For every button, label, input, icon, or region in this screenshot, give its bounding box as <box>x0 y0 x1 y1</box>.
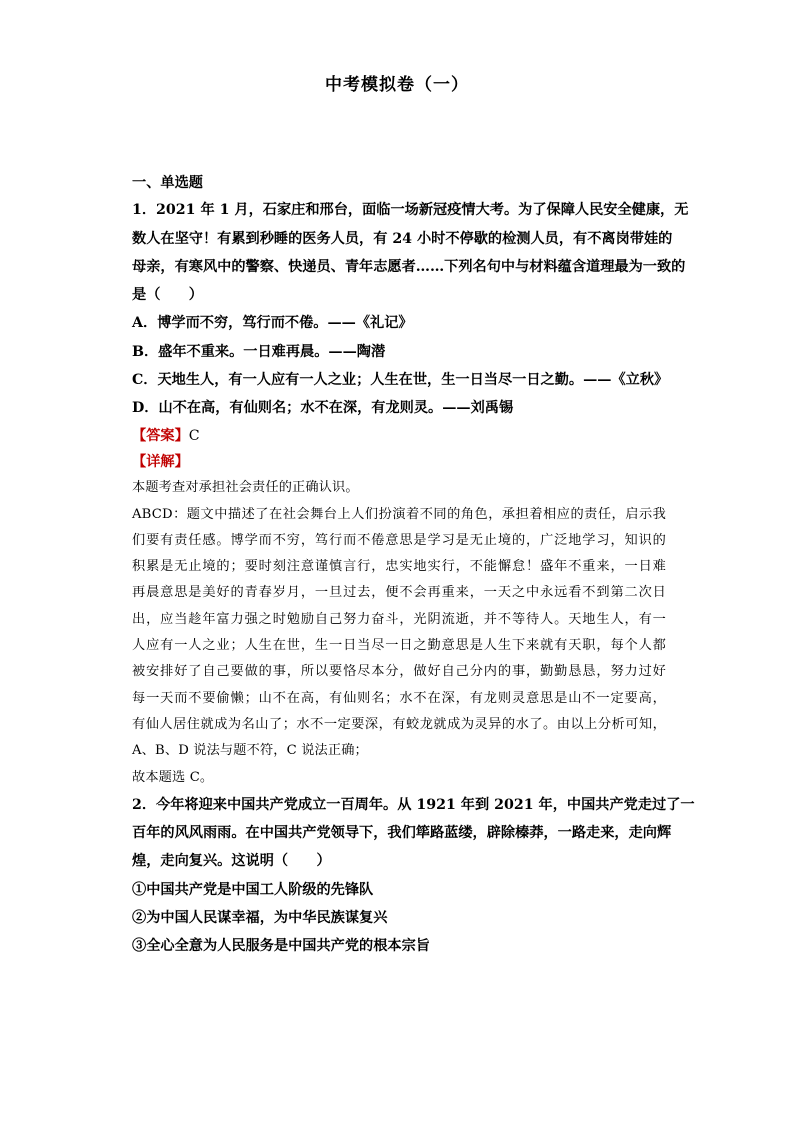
q1-explanation-line-12: 故本题选 C。 <box>132 769 214 785</box>
q1-option-a: A．博学而不穷，笃行而不倦。——《礼记》 <box>132 315 413 332</box>
q2-statement-1: ①中国共产党是中国工人阶级的先锋队 <box>132 881 374 898</box>
q1-option-d: D．山不在高，有仙则名；水不在深，有龙则灵。——刘禹锡 <box>132 400 514 417</box>
q1-explanation-line-5: 再晨意思是美好的青春岁月，一旦过去，便不会再重来，一天之中永远看不到第二次日 <box>132 585 666 601</box>
q1-explanation-line-7: 人应有一人之业；人生在世，生一日当尽一日之勤意思是人生下来就有天职，每个人都 <box>132 638 666 654</box>
q1-stem-line-1: 1．2021 年 1 月，石家庄和邢台，面临一场新冠疫情大考。为了保障人民安全健康，无 <box>132 202 689 219</box>
q1-explanation-line-4: 积累是无止境的；要时刻注意谨慎言行，忠实地实行，不能懈怠！盛年不重来，一日难 <box>132 559 666 575</box>
q1-option-b: B．盛年不重来。一日难再晨。——陶潜 <box>132 343 386 360</box>
answer-tag: 【答案】 <box>132 427 189 444</box>
explain-tag: 【详解】 <box>132 453 189 470</box>
q2-stem-line-2: 百年的风风雨雨。在中国共产党领导下，我们筚路蓝缕，辟除榛莽，一路走来，走向辉 <box>132 825 672 842</box>
q2-stem-line-3: 煌，走向复兴。这说明（ ） <box>132 853 331 870</box>
page-title: 中考模拟卷（一） <box>325 75 469 95</box>
document-body <box>132 170 695 961</box>
q1-explanation-line-10: 有仙人居住就成为名山了；水不一定要深，有蛟龙就成为灵异的水了。由以上分析可知， <box>132 716 666 732</box>
q1-stem-line-2: 数人在坚守！有累到秒睡的医务人员，有 24 小时不停歇的检测人员，有不离岗带娃的 <box>132 230 673 247</box>
q2-stem-line-1: 2．今年将迎来中国共产党成立一百周年。从 1921 年到 2021 年，中国共产党走过了一 <box>132 796 695 813</box>
q1-answer <box>132 423 666 449</box>
section-heading: 一、单选题 <box>132 175 203 191</box>
q1-stem-line-3: 母亲，有寒风中的警察、快递员、青年志愿者……下列名句中与材料蕴含道理最为一致的 <box>132 258 686 275</box>
q2-statement-3: ③全心全意为人民服务是中国共产党的根本宗旨 <box>132 938 430 955</box>
q1-explanation-line-1: 本题考查对承担社会责任的正确认识。 <box>132 480 359 496</box>
q1-explanation-line-6: 出，应当趁年富力强之时勉励自己努力奋斗，光阴流逝，并不等待人。天地生人，有一 <box>132 611 666 627</box>
q1-explanation-line-9: 每一天而不要偷懒；山不在高，有仙则名；水不在深，有龙则灵意思是山不一定要高， <box>132 690 666 706</box>
q1-stem-line-4: 是（ ） <box>132 287 203 304</box>
q1-explanation-line-8: 被安排好了自己要做的事，所以要恪尽本分，做好自己分内的事，勤勤恳恳，努力过好 <box>132 664 666 680</box>
q1-explain-heading <box>132 449 666 475</box>
q1-option-c: C．天地生人，有一人应有一人之业；人生在世，生一日当尽一日之勤。——《立秋》 <box>132 372 669 389</box>
q1-explanation-line-11: A、B、D 说法与题不符，C 说法正确； <box>132 743 368 759</box>
q2-statement-2: ②为中国人民谋幸福，为中华民族谋复兴 <box>132 910 388 927</box>
answer-value: C <box>188 427 200 444</box>
q1-explanation-line-3: 们要有责任感。博学而不穷，笃行而不倦意思是学习是无止境的，广泛地学习，知识的 <box>132 532 666 548</box>
q1-explanation-line-2: ABCD：题文中描述了在社会舞台上人们扮演着不同的角色，承担着相应的责任，启示我 <box>132 506 666 522</box>
